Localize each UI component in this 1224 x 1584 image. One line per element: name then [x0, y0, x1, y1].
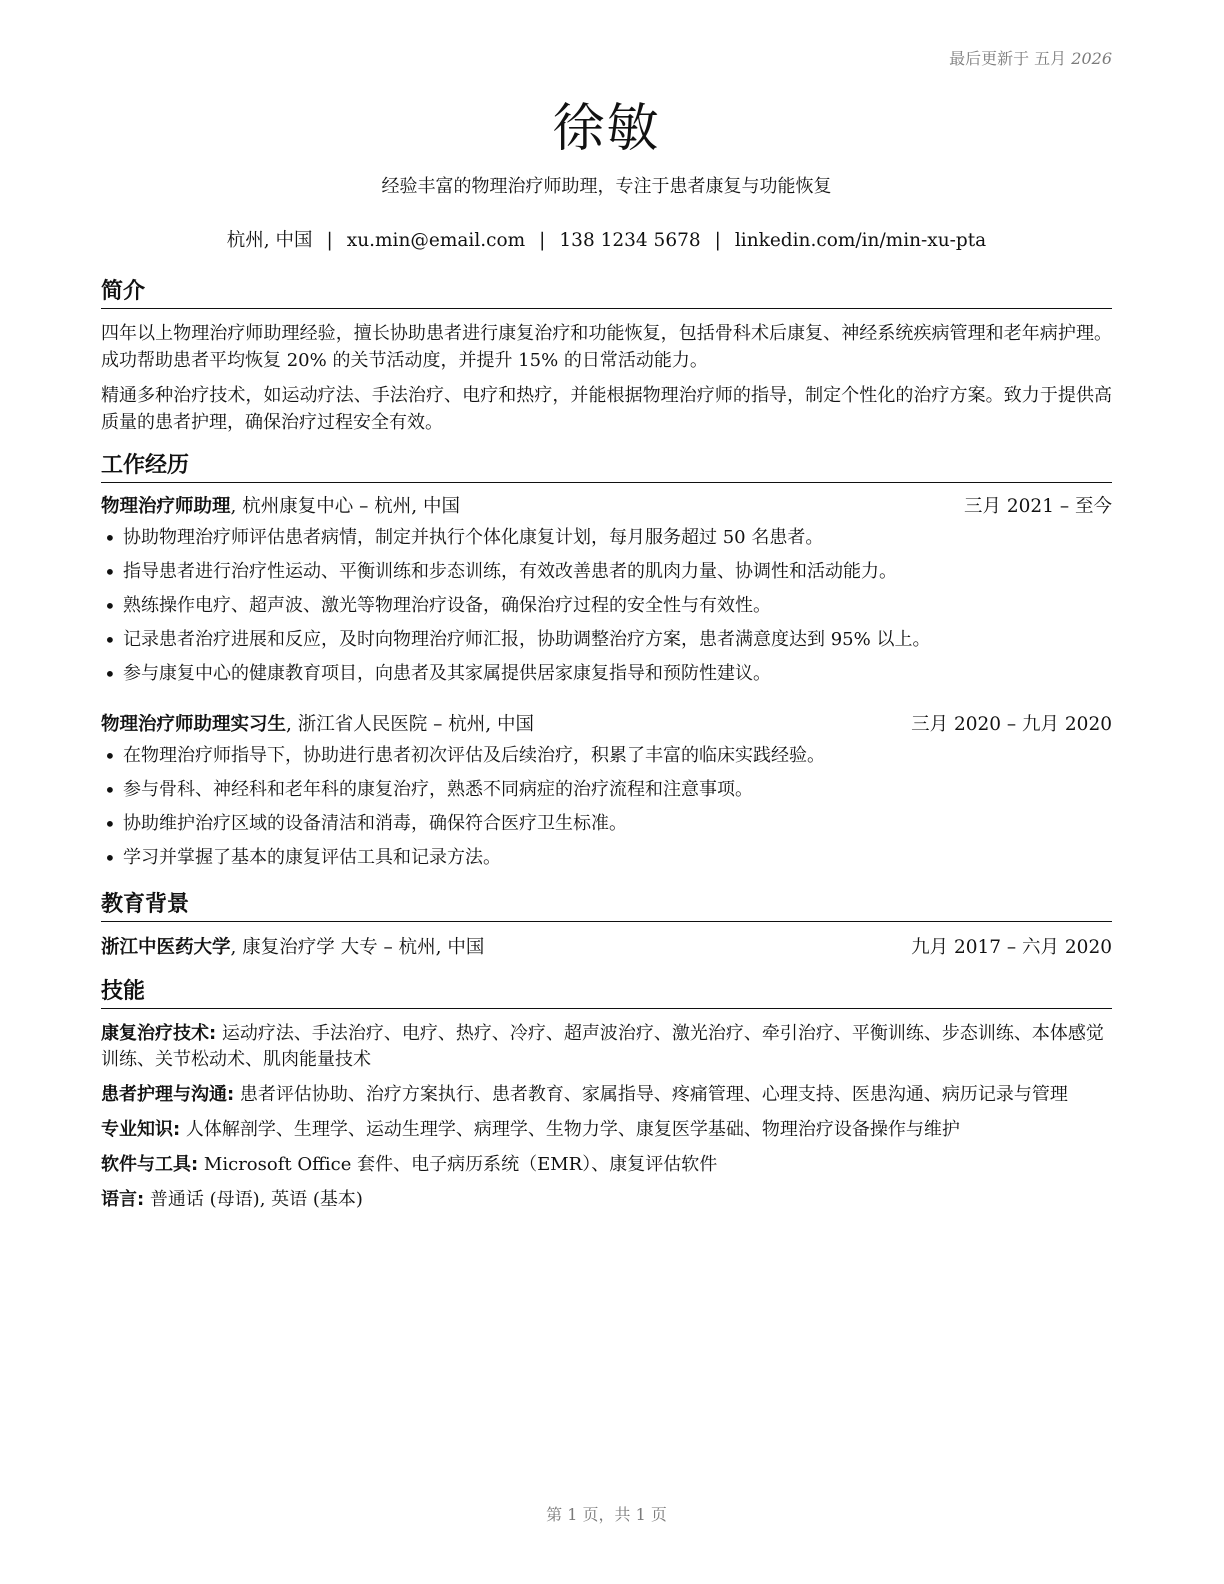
skill-row — [101, 1021, 1112, 1073]
entry-title — [101, 493, 460, 521]
bullet-item: • 学习并掌握了基本的康复评估工具和记录方法。 — [101, 841, 1112, 875]
summary-paragraph: 精通多种治疗技术，如运动疗法、手法治疗、电疗和热疗，并能根据物理治疗师的指导，制定个性化的治疗方案。致力于提供高质量的患者护理，确保治疗过程安全有效。 — [101, 385, 1112, 433]
skill-label: 专业知识: — [101, 1119, 181, 1140]
last-updated-year: 2026 — [1071, 49, 1112, 68]
skill-value: 运动疗法、手法治疗、电疗、热疗、冷疗、超声波治疗、激光治疗、牵引治疗、平衡训练、步态训练、本体感觉训练、关节松动术、肌肉能量技术 — [101, 1023, 1104, 1070]
bullet-item: • 记录患者治疗进展和反应，及时向物理治疗师汇报，协助调整治疗方案，患者满意度达到 95% 以上。 — [101, 623, 1112, 657]
contact-location: 杭州, 中国 — [226, 230, 313, 251]
bullet-item: • 熟练操作电疗、超声波、激光等物理治疗设备，确保治疗过程的安全性与有效性。 — [101, 589, 1112, 623]
last-updated-label: 最后更新于 五月 — [949, 49, 1067, 68]
candidate-name: 徐敏 — [552, 99, 661, 159]
contact-email[interactable]: xu.min@email.com — [346, 230, 526, 251]
skill-value: 普通话 (母语), 英语 (基本) — [144, 1189, 363, 1210]
last-updated — [949, 46, 1112, 69]
summary-paragraph: 四年以上物理治疗师助理经验，擅长协助患者进行康复治疗和功能恢复，包括骨科术后康复、神经系统疾病管理和老年病护理。成功帮助患者平均恢复 20% 的关节活动度，并提升 15% 的日常活动能力。 — [101, 323, 1112, 371]
skills-section — [101, 978, 1112, 1213]
skill-value: 人体解剖学、生理学、运动生理学、病理学、生物力学、康复医学基础、物理治疗设备操作与维护 — [180, 1119, 960, 1140]
skill-value: Microsoft Office 套件、电子病历系统（EMR）、康复评估软件 — [198, 1154, 718, 1175]
skill-label: 软件与工具: — [101, 1154, 199, 1175]
section-heading-education: 教育背景 — [101, 891, 1112, 922]
entry-org: , 杭州康复中心 – 杭州, 中国 — [230, 496, 461, 517]
skill-row — [101, 1152, 1112, 1178]
education-entry — [101, 934, 1112, 962]
skill-row — [101, 1082, 1112, 1108]
contact-linkedin[interactable]: linkedin.com/in/min-xu-pta — [734, 230, 987, 251]
section-heading-summary: 简介 — [101, 278, 1112, 309]
skill-label: 语言: — [101, 1189, 145, 1210]
contact-line — [101, 226, 1112, 252]
contact-phone[interactable]: 138 1234 5678 — [559, 230, 701, 251]
bullet-item: • 参与骨科、神经科和老年科的康复治疗，熟悉不同病症的治疗流程和注意事项。 — [101, 773, 1112, 807]
contact-separator: | — [714, 230, 721, 251]
entry-bullets — [101, 521, 1112, 691]
bullet-item: • 协助物理治疗师评估患者病情，制定并执行个体化康复计划，每月服务超过 50 名患者。 — [101, 521, 1112, 555]
entry-title — [101, 711, 534, 739]
education-section — [101, 891, 1112, 962]
page-footer: 第 1 页，共 1 页 — [546, 1505, 667, 1524]
entry-header — [101, 711, 1112, 739]
bullet-item: • 协助维护治疗区域的设备清洁和消毒，确保符合医疗卫生标准。 — [101, 807, 1112, 841]
experience-entry — [101, 493, 1112, 691]
resume-page — [101, 0, 1112, 1584]
skill-label: 患者护理与沟通: — [101, 1084, 235, 1105]
skill-row — [101, 1187, 1112, 1213]
entry-dates: 三月 2021 – 至今 — [964, 496, 1112, 517]
skill-value: 患者评估协助、治疗方案执行、患者教育、家属指导、疼痛管理、心理支持、医患沟通、病历记录与管理 — [234, 1084, 1068, 1105]
entry-header — [101, 493, 1112, 521]
contact-separator: | — [539, 230, 546, 251]
skill-row — [101, 1117, 1112, 1143]
education-school: 浙江中医药大学 — [101, 937, 231, 958]
skill-label: 康复治疗技术: — [101, 1023, 217, 1044]
education-dates: 九月 2017 – 六月 2020 — [911, 937, 1112, 958]
entry-bullets — [101, 739, 1112, 875]
experience-entry — [101, 711, 1112, 875]
bullet-item: • 在物理治疗师指导下，协助进行患者初次评估及后续治疗，积累了丰富的临床实践经验。 — [101, 739, 1112, 773]
bullet-item: • 指导患者进行治疗性运动、平衡训练和步态训练，有效改善患者的肌肉力量、协调性和活动能力。 — [101, 555, 1112, 589]
entry-dates: 三月 2020 – 九月 2020 — [911, 714, 1112, 735]
entry-role: 物理治疗师助理 — [101, 496, 231, 517]
education-title — [101, 934, 484, 962]
candidate-tagline: 经验丰富的物理治疗师助理，专注于患者康复与功能恢复 — [381, 176, 832, 197]
contact-separator: | — [326, 230, 333, 251]
bullet-item: • 参与康复中心的健康教育项目，向患者及其家属提供居家康复指导和预防性建议。 — [101, 657, 1112, 691]
summary-section — [101, 278, 1112, 436]
entry-role: 物理治疗师助理实习生 — [101, 714, 287, 735]
experience-section — [101, 452, 1112, 875]
entry-org: , 浙江省人民医院 – 杭州, 中国 — [286, 714, 535, 735]
section-heading-skills: 技能 — [101, 978, 1112, 1009]
education-detail: , 康复治疗学 大专 – 杭州, 中国 — [230, 937, 485, 958]
section-heading-experience: 工作经历 — [101, 452, 1112, 483]
